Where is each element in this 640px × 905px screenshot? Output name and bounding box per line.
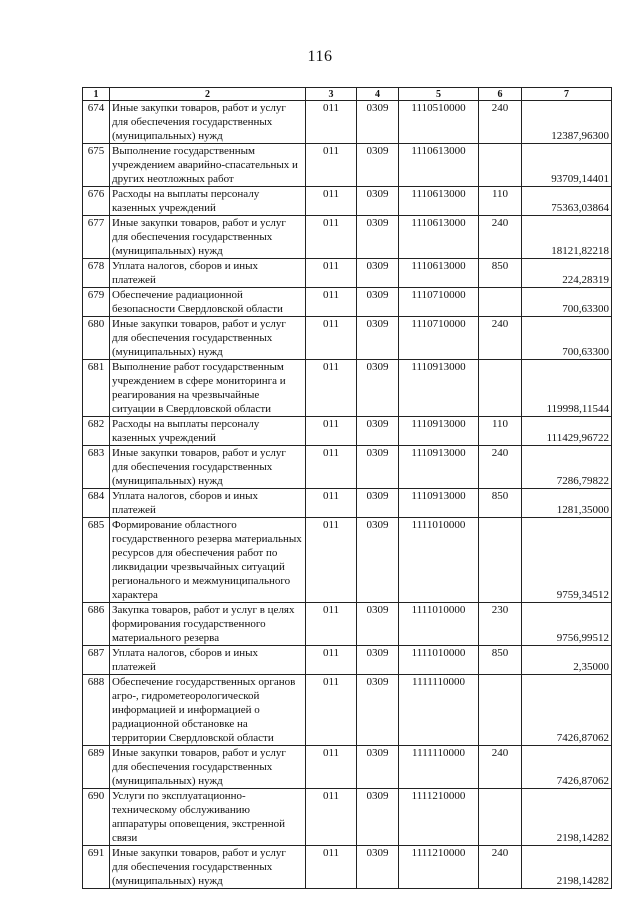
row-name: Закупка товаров, работ и услуг в целях формирования государственного материального резерва xyxy=(110,603,306,646)
row-amount: 18121,82218 xyxy=(522,216,612,259)
expense-type-code xyxy=(479,360,522,417)
target-article-code: 1111010000 xyxy=(399,646,479,675)
expense-type-code: 240 xyxy=(479,317,522,360)
table-row xyxy=(83,489,612,518)
section-code: 0309 xyxy=(357,187,399,216)
ministry-code: 011 xyxy=(306,746,357,789)
row-amount: 2198,14282 xyxy=(522,789,612,846)
table-row xyxy=(83,417,612,446)
table-row xyxy=(83,789,612,846)
target-article-code: 1111210000 xyxy=(399,789,479,846)
row-name: Обеспечение государственных органов агро-, гидрометеорологической информацией и информацией о радиационной обстановке на территории Свердловской области xyxy=(110,675,306,746)
column-header: 5 xyxy=(399,88,479,101)
row-amount: 2198,14282 xyxy=(522,846,612,889)
row-name: Обеспечение радиационной безопасности Свердловской области xyxy=(110,288,306,317)
row-number: 684 xyxy=(83,489,110,518)
section-code: 0309 xyxy=(357,675,399,746)
ministry-code: 011 xyxy=(306,360,357,417)
row-number: 685 xyxy=(83,518,110,603)
row-number: 679 xyxy=(83,288,110,317)
row-name: Иные закупки товаров, работ и услуг для обеспечения государственных (муниципальных) нужд xyxy=(110,746,306,789)
row-number: 680 xyxy=(83,317,110,360)
row-number: 686 xyxy=(83,603,110,646)
row-name: Расходы на выплаты персоналу казенных учреждений xyxy=(110,187,306,216)
section-code: 0309 xyxy=(357,216,399,259)
expense-type-code: 230 xyxy=(479,603,522,646)
section-code: 0309 xyxy=(357,259,399,288)
target-article-code: 1110613000 xyxy=(399,187,479,216)
row-amount: 700,63300 xyxy=(522,317,612,360)
row-number: 687 xyxy=(83,646,110,675)
row-name: Уплата налогов, сборов и иных платежей xyxy=(110,646,306,675)
row-number: 688 xyxy=(83,675,110,746)
row-name: Иные закупки товаров, работ и услуг для обеспечения государственных (муниципальных) нужд xyxy=(110,216,306,259)
table-row xyxy=(83,101,612,144)
ministry-code: 011 xyxy=(306,187,357,216)
section-code: 0309 xyxy=(357,518,399,603)
table-row xyxy=(83,216,612,259)
row-number: 681 xyxy=(83,360,110,417)
expense-type-code: 240 xyxy=(479,446,522,489)
row-number: 675 xyxy=(83,144,110,187)
row-number: 689 xyxy=(83,746,110,789)
row-amount: 700,63300 xyxy=(522,288,612,317)
ministry-code: 011 xyxy=(306,317,357,360)
section-code: 0309 xyxy=(357,101,399,144)
target-article-code: 1110613000 xyxy=(399,144,479,187)
page-number: 116 xyxy=(307,48,333,65)
ministry-code: 011 xyxy=(306,446,357,489)
table-row xyxy=(83,288,612,317)
target-article-code: 1110913000 xyxy=(399,360,479,417)
row-name: Услуги по эксплуатационно-техническому обслуживанию аппаратуры оповещения, экстренной связи xyxy=(110,789,306,846)
section-code: 0309 xyxy=(357,446,399,489)
ministry-code: 011 xyxy=(306,789,357,846)
row-amount: 93709,14401 xyxy=(522,144,612,187)
target-article-code: 1110613000 xyxy=(399,259,479,288)
section-code: 0309 xyxy=(357,789,399,846)
row-number: 691 xyxy=(83,846,110,889)
row-amount: 9756,99512 xyxy=(522,603,612,646)
row-name: Расходы на выплаты персоналу казенных учреждений xyxy=(110,417,306,446)
row-name: Иные закупки товаров, работ и услуг для обеспечения государственных (муниципальных) нужд xyxy=(110,846,306,889)
ministry-code: 011 xyxy=(306,489,357,518)
expense-type-code xyxy=(479,144,522,187)
row-amount: 2,35000 xyxy=(522,646,612,675)
expense-type-code: 240 xyxy=(479,101,522,144)
target-article-code: 1111110000 xyxy=(399,746,479,789)
section-code: 0309 xyxy=(357,489,399,518)
expense-type-code: 110 xyxy=(479,187,522,216)
row-name: Формирование областного государственного резерва материальных ресурсов для обеспечения работ по ликвидации чрезвычайных ситуаций регионального и межмуниципального характера xyxy=(110,518,306,603)
row-name: Иные закупки товаров, работ и услуг для обеспечения государственных (муниципальных) нужд xyxy=(110,446,306,489)
row-amount: 1281,35000 xyxy=(522,489,612,518)
ministry-code: 011 xyxy=(306,518,357,603)
table-row xyxy=(83,646,612,675)
row-amount: 224,28319 xyxy=(522,259,612,288)
target-article-code: 1110710000 xyxy=(399,317,479,360)
row-name: Выполнение работ государственным учреждением в сфере мониторинга и реагирования на чрезвычайные ситуации в Свердловской области xyxy=(110,360,306,417)
table-row xyxy=(83,518,612,603)
section-code: 0309 xyxy=(357,144,399,187)
row-name: Уплата налогов, сборов и иных платежей xyxy=(110,489,306,518)
header-row xyxy=(83,88,612,101)
ministry-code: 011 xyxy=(306,101,357,144)
row-number: 678 xyxy=(83,259,110,288)
section-code: 0309 xyxy=(357,360,399,417)
table-row xyxy=(83,259,612,288)
table-row xyxy=(83,846,612,889)
table-row xyxy=(83,317,612,360)
ministry-code: 011 xyxy=(306,259,357,288)
table-row xyxy=(83,144,612,187)
column-header: 3 xyxy=(306,88,357,101)
expense-type-code: 850 xyxy=(479,646,522,675)
row-number: 683 xyxy=(83,446,110,489)
target-article-code: 1111010000 xyxy=(399,603,479,646)
ministry-code: 011 xyxy=(306,417,357,446)
ministry-code: 011 xyxy=(306,216,357,259)
ministry-code: 011 xyxy=(306,144,357,187)
section-code: 0309 xyxy=(357,603,399,646)
ministry-code: 011 xyxy=(306,288,357,317)
section-code: 0309 xyxy=(357,317,399,360)
table-row xyxy=(83,187,612,216)
row-number: 682 xyxy=(83,417,110,446)
ministry-code: 011 xyxy=(306,646,357,675)
row-number: 690 xyxy=(83,789,110,846)
column-header: 7 xyxy=(522,88,612,101)
target-article-code: 1110913000 xyxy=(399,446,479,489)
expense-type-code xyxy=(479,518,522,603)
expense-type-code: 850 xyxy=(479,489,522,518)
row-name: Выполнение государственным учреждением аварийно-спасательных и других неотложных работ xyxy=(110,144,306,187)
table-row xyxy=(83,746,612,789)
column-header: 6 xyxy=(479,88,522,101)
target-article-code: 1110913000 xyxy=(399,489,479,518)
row-name: Иные закупки товаров, работ и услуг для обеспечения государственных (муниципальных) нужд xyxy=(110,317,306,360)
target-article-code: 1111010000 xyxy=(399,518,479,603)
row-amount: 7426,87062 xyxy=(522,746,612,789)
expense-type-code xyxy=(479,789,522,846)
row-amount: 9759,34512 xyxy=(522,518,612,603)
row-number: 677 xyxy=(83,216,110,259)
expense-type-code: 110 xyxy=(479,417,522,446)
table-body xyxy=(83,101,612,889)
target-article-code: 1110913000 xyxy=(399,417,479,446)
column-header: 2 xyxy=(110,88,306,101)
row-amount: 7286,79822 xyxy=(522,446,612,489)
expense-type-code xyxy=(479,288,522,317)
ministry-code: 011 xyxy=(306,675,357,746)
section-code: 0309 xyxy=(357,846,399,889)
row-name: Уплата налогов, сборов и иных платежей xyxy=(110,259,306,288)
table-row xyxy=(83,360,612,417)
expense-type-code xyxy=(479,675,522,746)
row-amount: 7426,87062 xyxy=(522,675,612,746)
row-amount: 111429,96722 xyxy=(522,417,612,446)
expense-type-code: 240 xyxy=(479,746,522,789)
target-article-code: 1111110000 xyxy=(399,675,479,746)
budget-table xyxy=(82,87,612,889)
section-code: 0309 xyxy=(357,746,399,789)
target-article-code: 1110510000 xyxy=(399,101,479,144)
section-code: 0309 xyxy=(357,646,399,675)
column-header: 1 xyxy=(83,88,110,101)
ministry-code: 011 xyxy=(306,603,357,646)
row-amount: 119998,11544 xyxy=(522,360,612,417)
row-amount: 12387,96300 xyxy=(522,101,612,144)
table-row xyxy=(83,675,612,746)
row-amount: 75363,03864 xyxy=(522,187,612,216)
table-row xyxy=(83,446,612,489)
expense-type-code: 240 xyxy=(479,846,522,889)
target-article-code: 1110710000 xyxy=(399,288,479,317)
expense-type-code: 240 xyxy=(479,216,522,259)
target-article-code: 1110613000 xyxy=(399,216,479,259)
row-name: Иные закупки товаров, работ и услуг для обеспечения государственных (муниципальных) нужд xyxy=(110,101,306,144)
row-number: 674 xyxy=(83,101,110,144)
target-article-code: 1111210000 xyxy=(399,846,479,889)
section-code: 0309 xyxy=(357,288,399,317)
row-number: 676 xyxy=(83,187,110,216)
expense-type-code: 850 xyxy=(479,259,522,288)
section-code: 0309 xyxy=(357,417,399,446)
column-header: 4 xyxy=(357,88,399,101)
table-row xyxy=(83,603,612,646)
ministry-code: 011 xyxy=(306,846,357,889)
